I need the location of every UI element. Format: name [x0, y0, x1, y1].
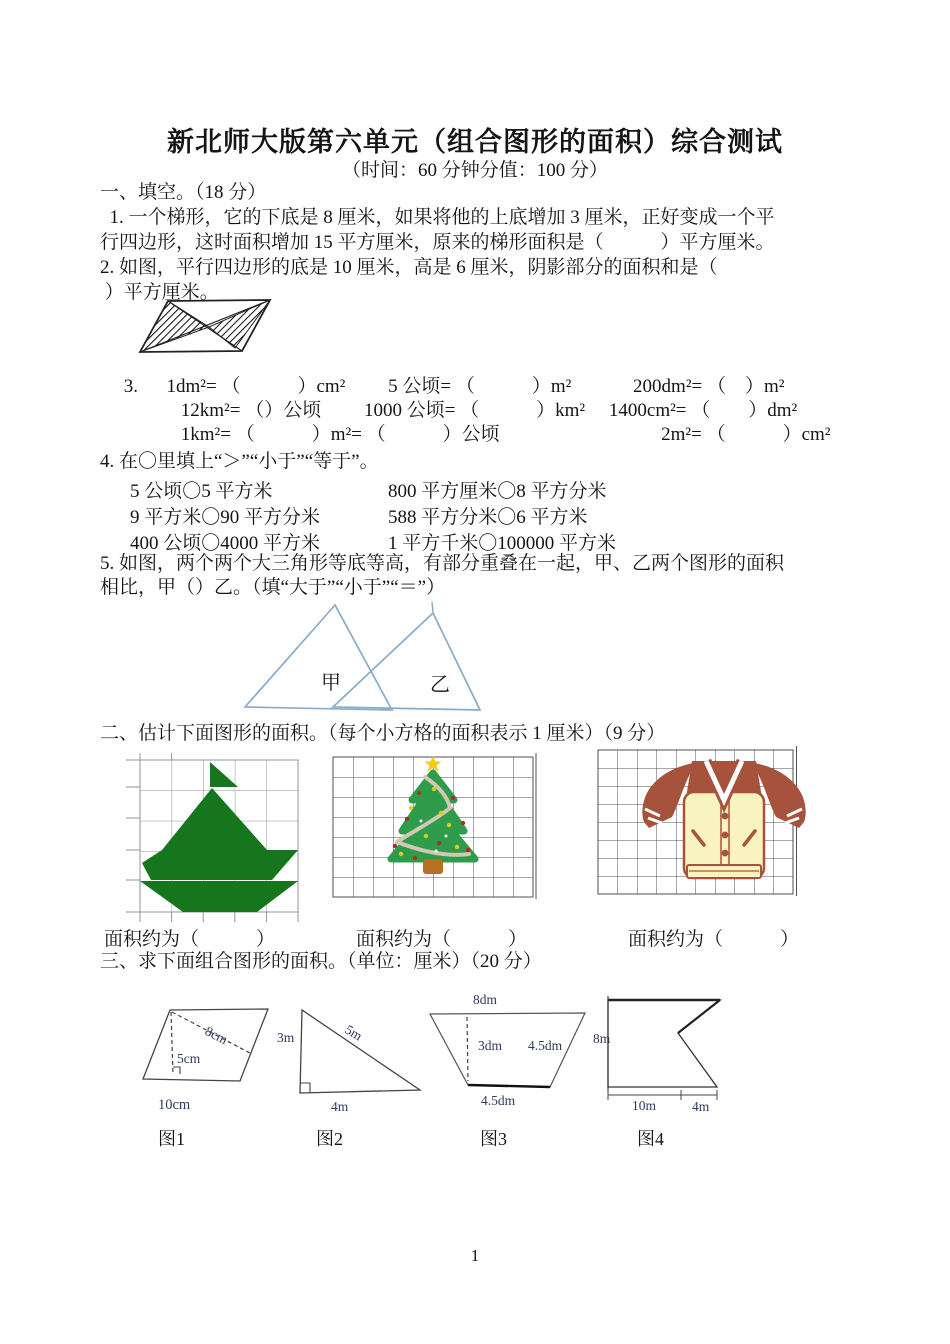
section-one-heading: 一、填空。（18 分） [100, 182, 267, 203]
question-3-line-2: 12km²= （）公顷 1000 公顷= （ ）km² 1400cm²= （ ）dm² [100, 400, 798, 421]
figure-1-caption: 图1 [158, 1129, 185, 1149]
question-4-row-2 [130, 502, 588, 529]
question-2-line-2: ）平方厘米。 [100, 282, 219, 303]
q4-cell: 5 公顷〇5 平方米 [130, 481, 273, 502]
fig3-side-label: 4.5dm [528, 1038, 563, 1053]
area-label-1: 面积约为（ ） [104, 929, 276, 950]
question-4-row-1 [130, 476, 607, 503]
page-number: 1 [470, 1246, 480, 1265]
page-subtitle: （时间：60 分钟分值：100 分） [341, 160, 608, 181]
q4-cell: 400 公顷〇4000 平方米 [130, 533, 321, 554]
page-title: 新北师大版第六单元（组合图形的面积）综合测试 [167, 127, 783, 157]
grid-figure-boat [120, 751, 315, 929]
fig1-base-label: 10cm [158, 1097, 191, 1113]
figure-3-trapezoid [423, 988, 598, 1123]
figure-4-flag-shape [590, 983, 750, 1123]
question-1-line-2: 行四边形，这时面积增加 15 平方厘米，原来的梯形面积是（ ）平方厘米。 [100, 232, 775, 253]
question-3-line-1: 3. 1dm²= （ ）cm² 5 公顷= （ ）m² 200dm²= （ ）m² [100, 376, 785, 397]
fig2-side-label: 3m [277, 1030, 295, 1045]
figure-4-caption: 图4 [637, 1129, 664, 1149]
label-jia: 甲 [321, 672, 341, 694]
overlapping-triangles-figure [236, 596, 492, 720]
q4-cell: 1 平方千米〇100000 平方米 [388, 533, 617, 554]
section-two-heading: 二、估计下面图形的面积。（每个小方格的面积表示 1 厘米）（9 分） [100, 723, 666, 744]
area-label-2: 面积约为（ ） [356, 929, 528, 950]
figure-2-caption: 图2 [316, 1129, 343, 1149]
fig4-dim-right-label: 4m [692, 1099, 710, 1114]
section-three-heading: 三、求下面组合图形的面积。（单位：厘米）（20 分） [100, 951, 542, 972]
fig3-top-label: 8dm [473, 992, 498, 1007]
question-1-line-1: 1. 一个梯形，它的下底是 8 厘米，如果将他的上底增加 3 厘米，正好变成一个平 [100, 207, 775, 228]
grid-figure-tree [331, 751, 539, 901]
grid-figure-jacket [596, 746, 811, 898]
question-4-heading: 4. 在〇里填上“＞”“小于”“等于”。 [100, 451, 379, 472]
fig4-side-label: 8m [593, 1031, 611, 1046]
parallelogram-shaded-figure [136, 294, 278, 360]
question-5-line-1: 5. 如图，两个两个大三角形等底等高，有部分重叠在一起，甲、乙两个图形的面积 [100, 553, 785, 574]
figure-3-caption: 图3 [480, 1129, 507, 1149]
question-2-line-1: 2. 如图，平行四边形的底是 10 厘米，高是 6 厘米，阴影部分的面积和是（ [100, 257, 718, 278]
question-3-line-3: 1km²= （ ）m²= （ ）公顷 2m²= （ ）cm² [100, 424, 831, 445]
fig2-base-label: 4m [331, 1099, 349, 1114]
q4-cell: 588 平方分米〇6 平方米 [388, 507, 588, 528]
fig1-diagonal-label: 8cm [202, 1023, 231, 1048]
fig3-height-label: 3dm [478, 1038, 503, 1053]
fig3-bottom-label: 4.5dm [481, 1093, 516, 1108]
label-yi: 乙 [430, 674, 450, 696]
figure-2-right-triangle [276, 993, 431, 1123]
fig2-hypotenuse-label: 5m [342, 1021, 365, 1044]
area-label-3: 面积约为（ ） [628, 929, 800, 950]
fig4-dim-left-label: 10m [632, 1098, 657, 1113]
q4-cell: 9 平方米〇90 平方分米 [130, 507, 321, 528]
figure-1-parallelogram [118, 993, 288, 1123]
question-5-line-2: 相比，甲（）乙。（填“大于”“小于”“＝”） [100, 577, 446, 598]
fig1-height-label: 5cm [177, 1051, 201, 1066]
q4-cell: 800 平方厘米〇8 平方分米 [388, 481, 607, 502]
